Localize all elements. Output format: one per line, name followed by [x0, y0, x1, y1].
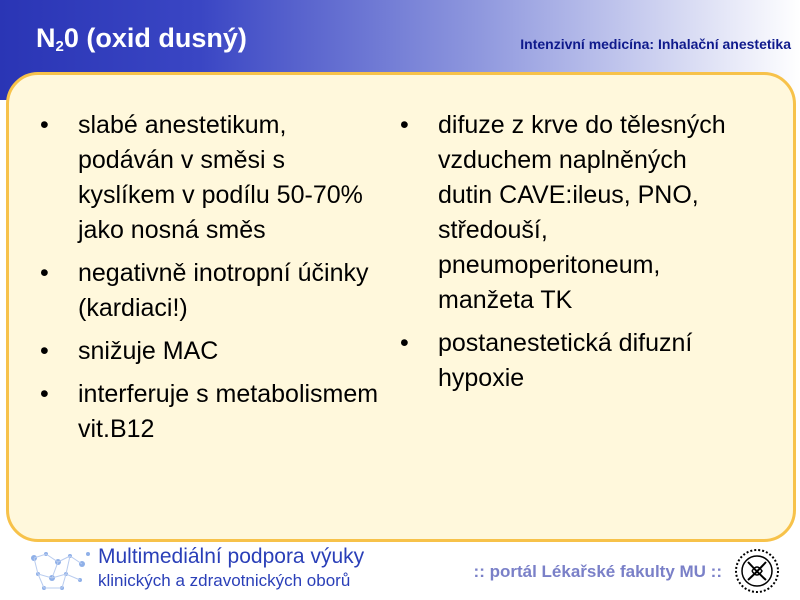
left-bullet-list	[38, 108, 388, 455]
bullet-icon: •	[40, 337, 49, 365]
bullet-icon: •	[400, 329, 409, 357]
portal-link[interactable]: :: portál Lékařské fakulty MU ::	[473, 562, 722, 581]
faculty-emblem-icon	[734, 548, 780, 594]
footer-subtitle: klinických a zdravotnických oborů	[98, 571, 351, 590]
right-bullet-list	[398, 108, 728, 404]
bullet-text: interferuje s metabolismem vit.B12	[78, 380, 379, 443]
bullet-text: postanestetická difuzní hypoxie	[438, 329, 693, 392]
bullet-icon: •	[40, 259, 49, 287]
bullet-text: negativně inotropní účinky (kardiaci!)	[78, 259, 369, 322]
list-item	[38, 256, 388, 326]
bullet-icon: •	[40, 380, 49, 408]
bullet-icon: •	[40, 111, 49, 139]
title-main: N	[36, 23, 56, 53]
bullet-icon: •	[400, 111, 409, 139]
title-subscript: 2	[55, 38, 64, 55]
title-rest: 0 (oxid dusný)	[63, 23, 247, 53]
list-item	[398, 326, 728, 396]
slide-subtitle: Intenzivní medicína: Inhalační anestetika	[520, 36, 791, 52]
list-item	[38, 334, 388, 369]
list-item	[38, 108, 388, 248]
bullet-text: slabé anestetikum, podáván v směsi s kyslíkem v podílu 50-70% jako nosná směs	[78, 111, 363, 244]
bullet-text: snižuje MAC	[78, 337, 219, 365]
network-logo-icon	[24, 548, 94, 592]
list-item	[398, 108, 728, 318]
list-item	[38, 377, 388, 447]
bullet-text: difuze z krve do tělesných vzduchem naplněných dutin CAVE:ileus, PNO, středouší, pneumoperitoneum, manžeta TK	[438, 111, 726, 314]
footer-title: Multimediální podpora výuky	[98, 545, 365, 568]
slide-title	[36, 21, 247, 64]
